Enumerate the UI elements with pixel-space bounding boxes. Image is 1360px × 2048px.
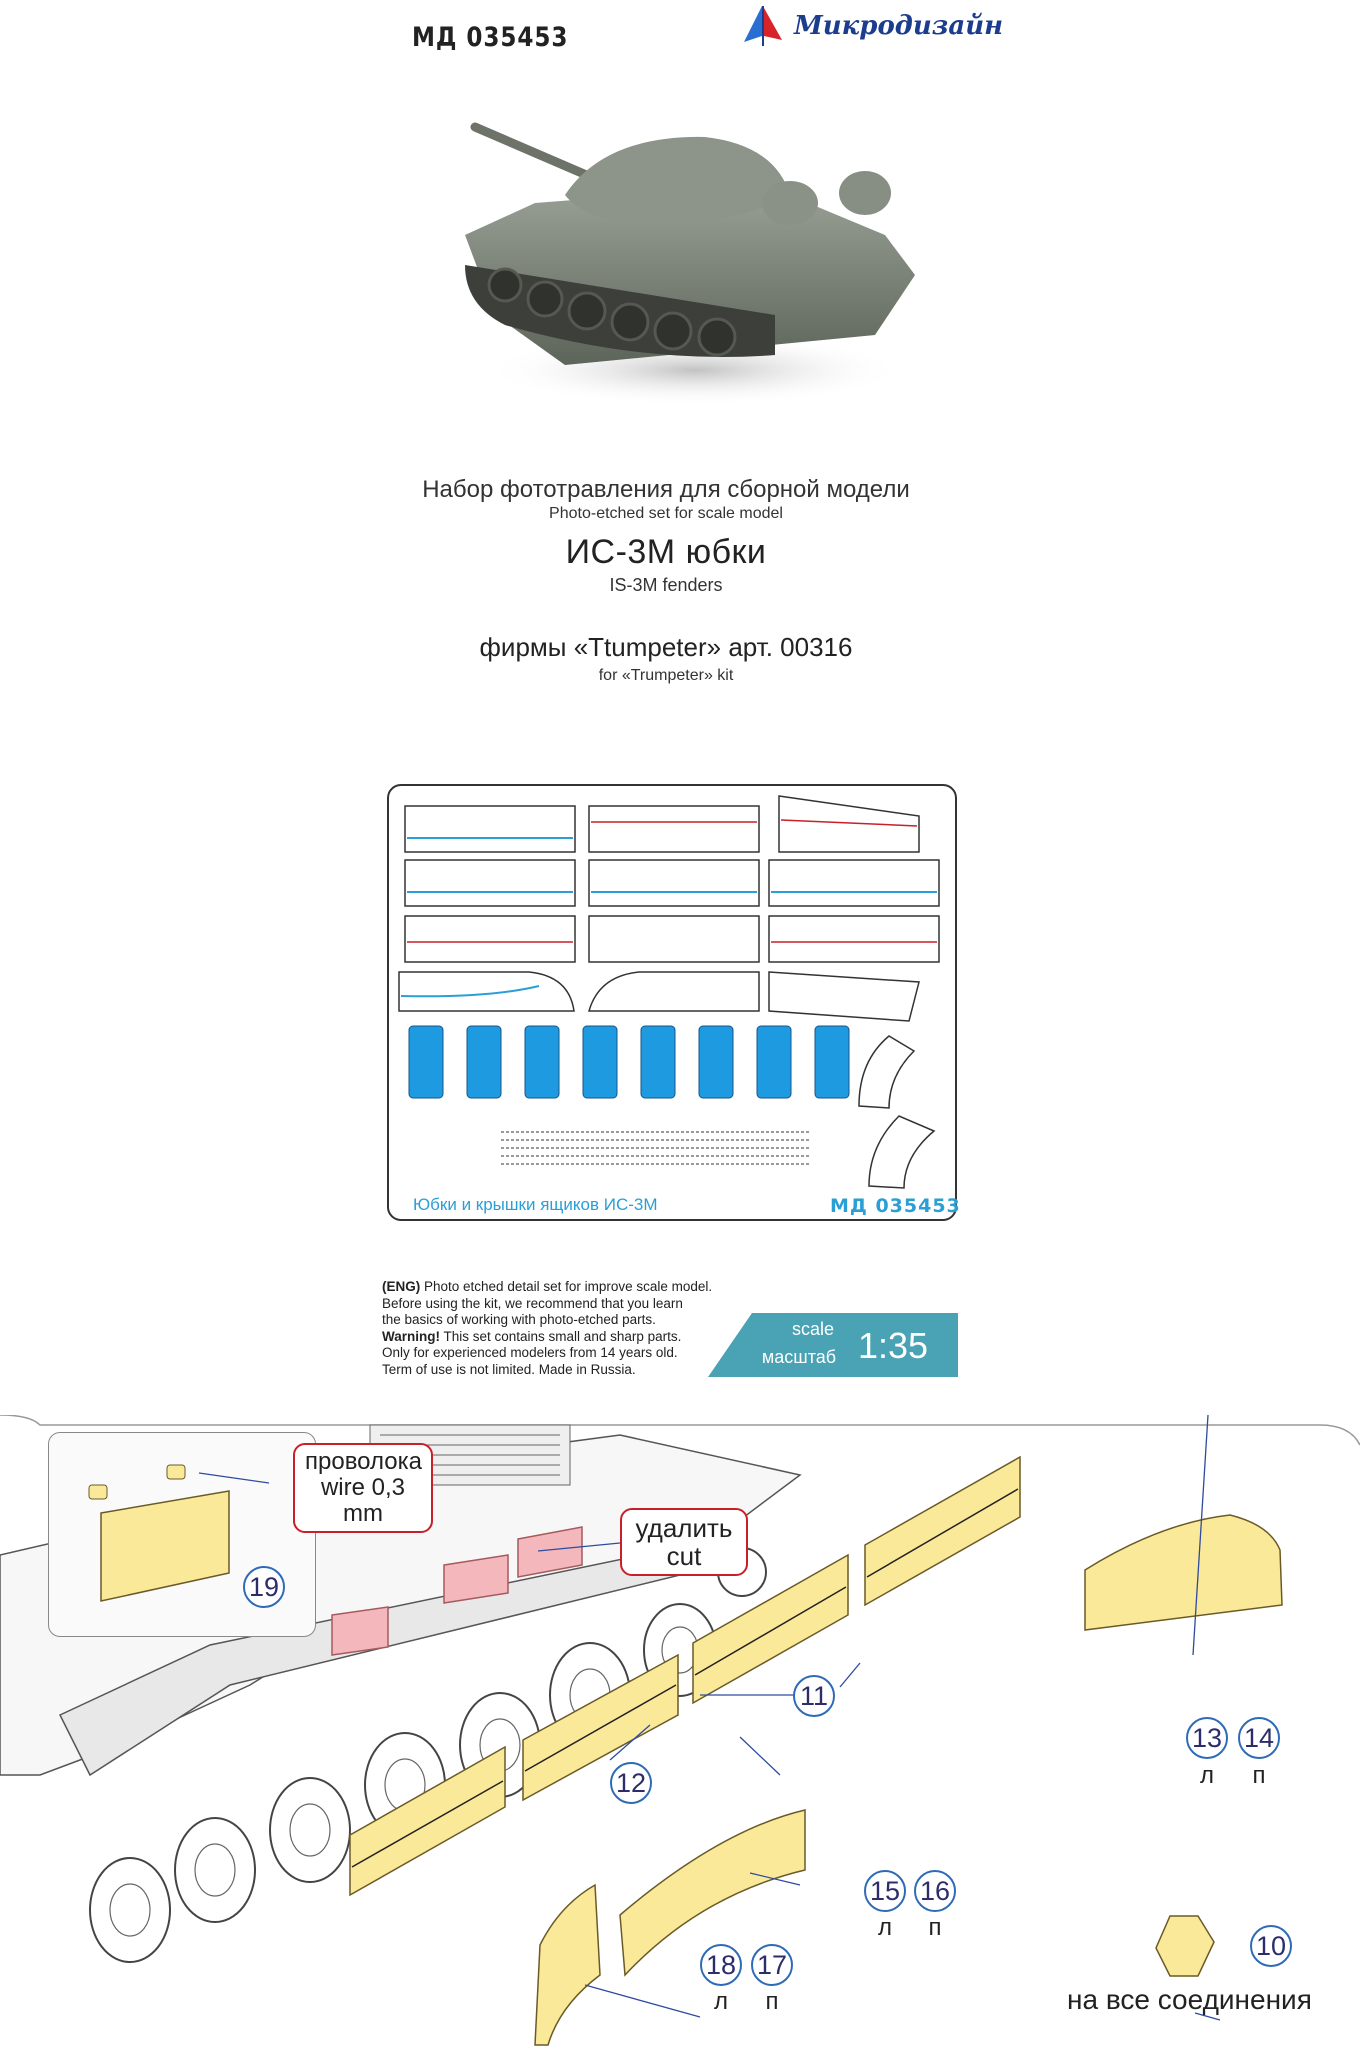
cut-callout-en: cut: [666, 1541, 702, 1571]
part-number-14: 14: [1238, 1717, 1280, 1759]
warning-line-4: Warning! This set contains small and sharp parts.: [382, 1328, 682, 1344]
warning-line-3: the basics of working with photo-etched parts.: [382, 1312, 656, 1327]
side-label-right-14: п: [1252, 1762, 1266, 1789]
scale-label-ru: масштаб: [761, 1347, 837, 1367]
all-joints-note: на все соединения: [1067, 1984, 1312, 2015]
warning-line-5: Only for experienced modelers from 14 years old.: [382, 1345, 678, 1360]
warning-line-1: (ENG) Photo etched detail set for improve scale model.: [382, 1279, 713, 1294]
wire-callout-en: wire 0,3 mm: [320, 1474, 406, 1527]
side-label-left-15: л: [877, 1914, 892, 1941]
part-number-13: 13: [1186, 1717, 1228, 1759]
title-ru-main: ИС-3М юбки: [565, 533, 767, 571]
side-label-left-13: л: [1199, 1762, 1214, 1789]
title-en-main: IS-3M fenders: [609, 575, 723, 595]
title-ru-subtitle: Набор фототравления для сборной модели: [422, 476, 910, 503]
photo-etched-fret: [387, 784, 957, 1221]
title-ru-kit: фирмы «Ttumpeter» арт. 00316: [479, 632, 853, 662]
brand-sail-icon: [740, 6, 786, 46]
title-en-kit: for «Trumpeter» kit: [598, 667, 734, 684]
part-number-19: 19: [243, 1566, 285, 1608]
part-number-12: 12: [610, 1762, 652, 1804]
cut-callout: [620, 1508, 748, 1576]
part-number-15: 15: [864, 1870, 906, 1912]
cut-callout-ru: удалить: [635, 1513, 733, 1543]
part-number-17: 17: [751, 1944, 793, 1986]
scale-badge: [708, 1313, 958, 1377]
fret-parts-drawing: [389, 786, 955, 1219]
part-number-10: 10: [1250, 1925, 1292, 1967]
article-code: МД 035453: [412, 22, 569, 53]
warning-line-2: Before using the kit, we recommend that you learn: [382, 1295, 683, 1311]
brand-name: Микродизайн: [794, 11, 1004, 41]
fret-caption: Юбки и крышки ящиков ИС-3М: [413, 1195, 658, 1214]
wire-callout: [293, 1443, 433, 1533]
title-en-subtitle: Photo-etched set for scale model: [549, 505, 783, 522]
side-label-right-17: п: [765, 1988, 779, 2015]
brand-logo: [740, 6, 1003, 46]
wire-callout-ru: проволока: [305, 1448, 422, 1475]
inset-detail-19: [48, 1432, 316, 1637]
tank-photo: [445, 115, 945, 415]
part-number-18: 18: [700, 1944, 742, 1986]
side-label-left-18: л: [713, 1988, 728, 2015]
part-number-16: 16: [914, 1870, 956, 1912]
part-number-11: 11: [793, 1675, 835, 1717]
side-label-right-16: п: [928, 1914, 942, 1941]
scale-value: 1:35: [858, 1325, 929, 1366]
fret-code: МД 035453: [830, 1195, 961, 1217]
scale-label-en: scale: [791, 1319, 835, 1339]
part-10-hexagon: [1150, 1912, 1220, 1982]
warning-line-6: Term of use is not limited. Made in Russia.: [382, 1361, 636, 1377]
